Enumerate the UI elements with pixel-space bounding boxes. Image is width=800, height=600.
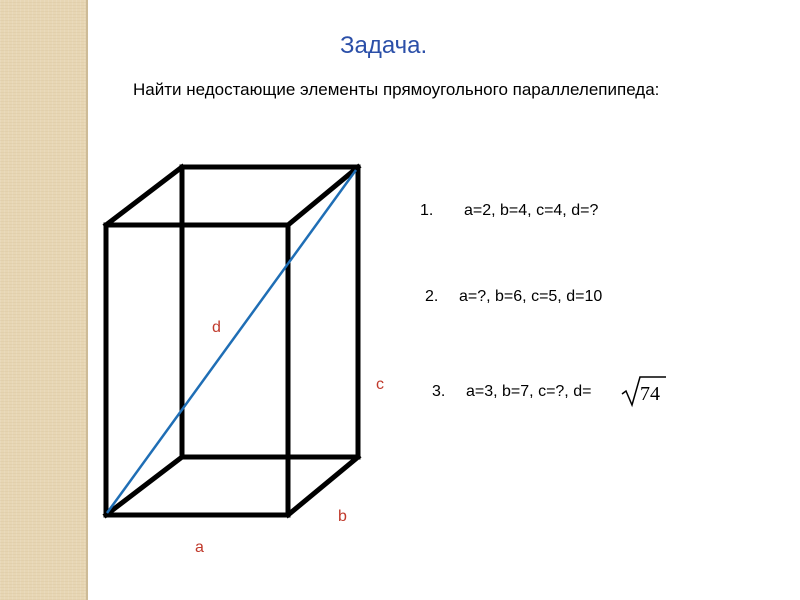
back-face <box>182 167 358 457</box>
edge-bottom-left <box>106 457 182 515</box>
edge-top-left <box>106 167 182 225</box>
label-c: c <box>376 376 384 393</box>
label-d: d <box>212 319 221 336</box>
task-2 <box>425 288 602 306</box>
task-3-radicand: 74 <box>640 383 660 405</box>
slide-title: Задача. <box>340 32 428 59</box>
task-1-text: a=2, b=4, c=4, d=? <box>464 202 599 219</box>
task-3-text: a=3, b=7, c=?, d= <box>466 383 592 400</box>
task-3 <box>432 383 591 401</box>
label-a: a <box>195 539 204 556</box>
front-face <box>106 225 288 515</box>
label-b: b <box>338 508 347 525</box>
task-3-number: 3. <box>432 383 446 400</box>
task-2-number: 2. <box>425 288 439 305</box>
slide-subtitle: Найти недостающие элементы прямоугольного параллелепипеда: <box>133 80 660 99</box>
task-1 <box>420 202 598 220</box>
task-1-number: 1. <box>420 202 434 219</box>
edge-bottom-right <box>288 457 358 515</box>
task-2-text: a=?, b=6, c=5, d=10 <box>459 288 603 305</box>
space-diagonal <box>107 170 356 513</box>
